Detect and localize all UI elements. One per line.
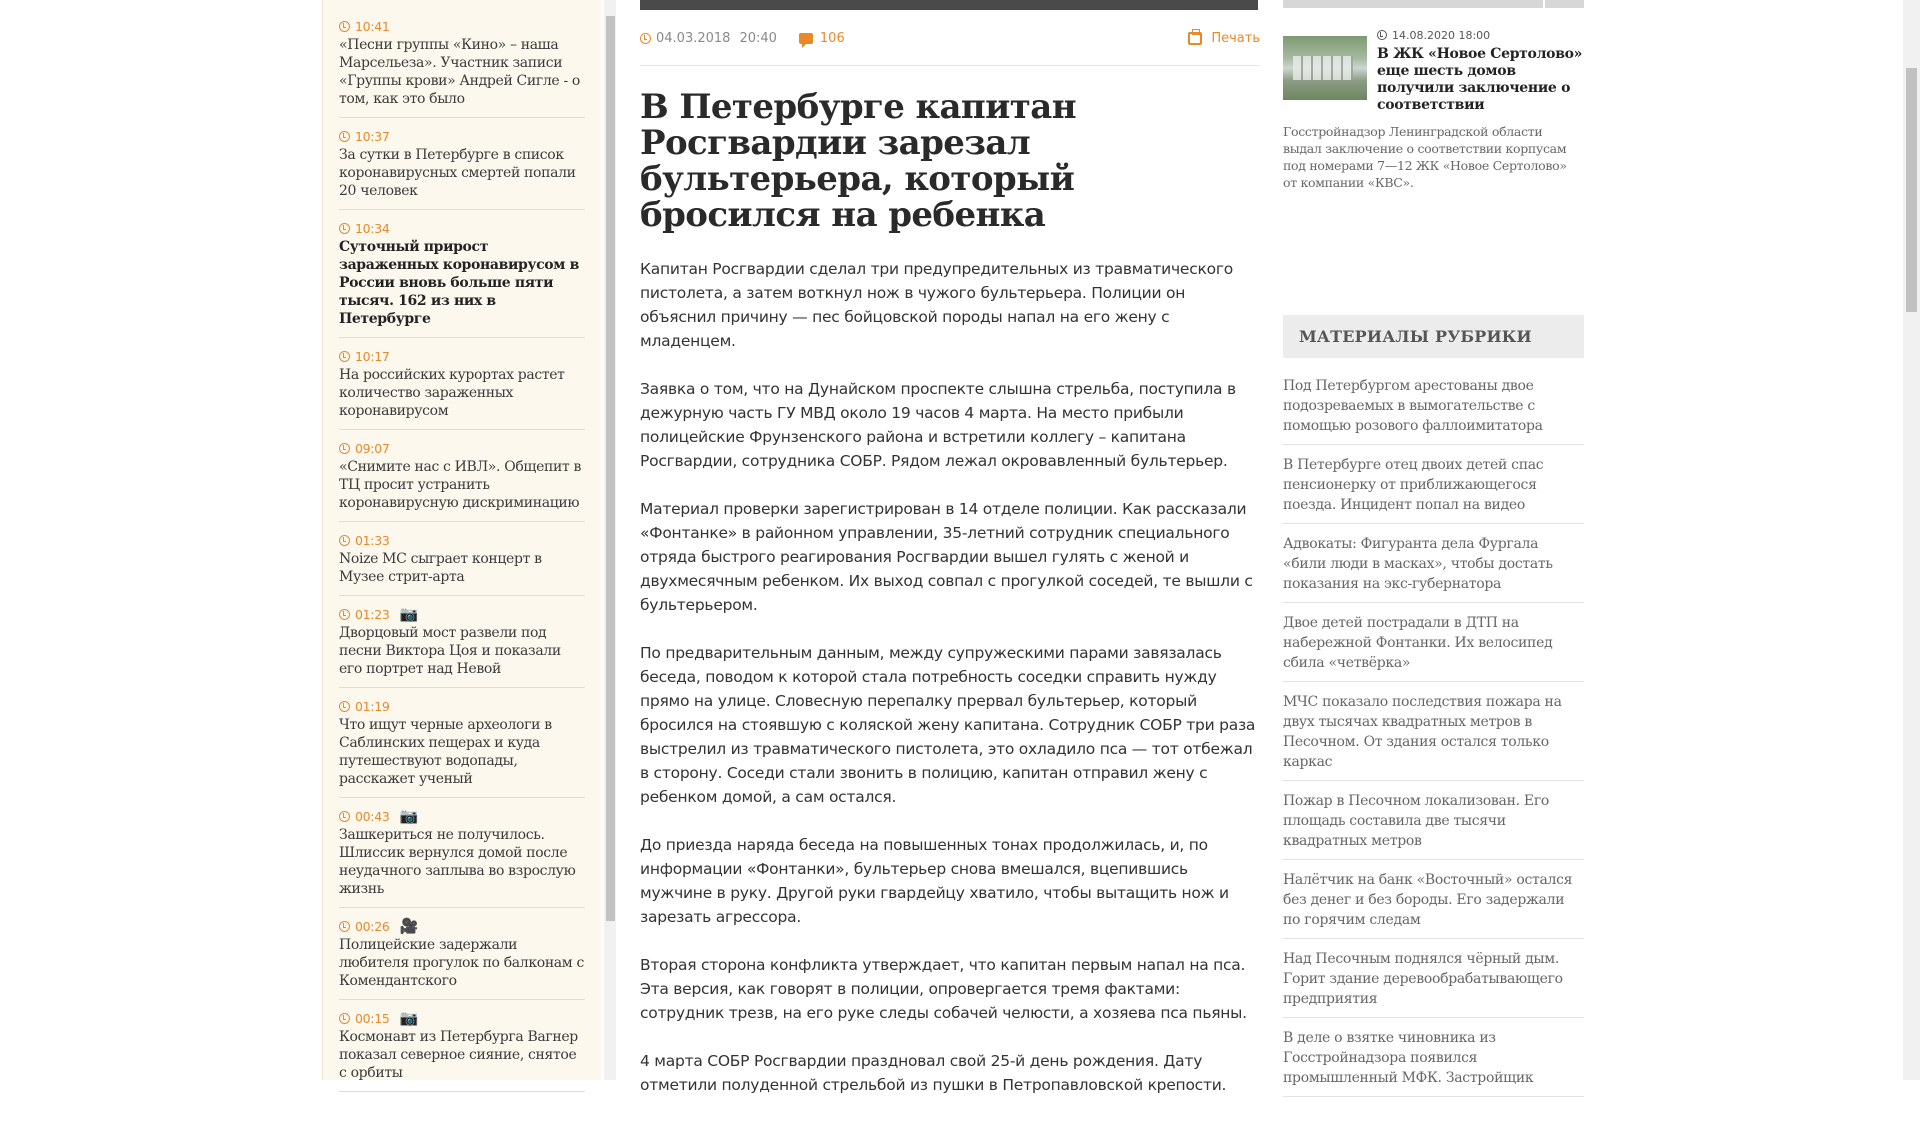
article-paragraph: Материал проверки зарегистрирован в 14 отделе полиции. Как рассказали «Фонтанке» в районном управлении, 35-летний сотрудник специального отряда быстрого реагирования Росгвардии вышел гулять с женой и двухмесячным ребенком. Их выход совпал с прогулкой соседей, те вышли с бультерьером. — [640, 500, 1253, 614]
feed-item-title-link[interactable]: На российских курортах растет количество зараженных коронавирусом — [339, 367, 565, 419]
news-feed-list — [323, 0, 601, 1092]
feed-item-title-link[interactable]: Зашкериться не получилось. Шлиссик вернулся домой после неудачного заплыва во взрослую жизнь — [339, 827, 576, 897]
article-date: 04.03.2018 — [656, 30, 731, 46]
feed-item-meta — [339, 530, 585, 550]
camera-icon: 📷 — [399, 806, 418, 825]
feed-item[interactable] — [339, 436, 585, 522]
clock-icon — [339, 21, 350, 32]
camera-icon: 📷 — [399, 604, 418, 623]
right-sidebar — [1283, 0, 1584, 1103]
promo-time-label: 14.08.2020 18:00 — [1392, 28, 1491, 42]
promo-card[interactable] — [1283, 27, 1584, 114]
feed-item-time: 10:41 — [355, 18, 390, 34]
right-top-tab[interactable] — [1545, 0, 1584, 8]
clock-icon — [339, 131, 350, 142]
feed-item-time: 10:37 — [355, 128, 390, 144]
feed-item-meta — [339, 218, 585, 238]
right-top-tab[interactable] — [1283, 0, 1543, 8]
right-top-tabs — [1283, 0, 1584, 8]
feed-item-title-link[interactable]: Полицейские задержали любителя прогулок по балконам с Комендантского — [339, 937, 584, 989]
feed-item-time: 00:15 — [355, 1010, 390, 1026]
feed-item[interactable] — [339, 1006, 585, 1092]
feed-item-meta — [339, 696, 585, 716]
article-time: 20:40 — [739, 30, 777, 46]
feed-item-time: 09:07 — [355, 440, 390, 456]
article — [640, 0, 1260, 1121]
feed-item-time: 01:33 — [355, 532, 390, 548]
feed-item[interactable] — [339, 14, 585, 118]
news-feed — [322, 0, 601, 1080]
clock-icon — [339, 921, 350, 932]
feed-item[interactable] — [339, 344, 585, 430]
feed-item[interactable] — [339, 216, 585, 338]
feed-item-time: 00:43 — [355, 808, 390, 824]
article-body — [640, 257, 1260, 1097]
feed-item-title-link[interactable]: Дворцовый мост развели под песни Виктора Цоя и показали его портрет над Невой — [339, 625, 561, 677]
article-paragraph: До приезда наряда беседа на повышенных тонах продолжилась, и, по информации «Фонтанки», бультерьер снова вмешался, вцепившись мужчине в руку. Другой руки гвардейцу хватило, чтобы вытащить нож и зарезать агрессора. — [640, 836, 1229, 926]
promo-text — [1377, 27, 1584, 114]
article-headline: В Петербурге капитан Росгвардии зарезал бультерьера, который бросился на ребенка — [640, 87, 1076, 235]
clock-icon — [339, 351, 350, 362]
feed-item-meta — [339, 438, 585, 458]
feed-item-meta — [339, 126, 585, 146]
feed-item[interactable] — [339, 804, 585, 908]
feed-item[interactable] — [339, 528, 585, 596]
article-paragraph: 4 марта СОБР Росгвардии праздновал свой 25-й день рождения. Дату отметили полуденной стрельбой из пушки в Петропавловской крепости. — [640, 1052, 1227, 1094]
feed-item[interactable] — [339, 914, 585, 1000]
rubric-header: МАТЕРИАЛЫ РУБРИКИ — [1283, 315, 1584, 358]
rubric-item-link[interactable]: Налётчик на банк «Восточный» остался без денег и без бороды. Его задержали по горячим следам — [1283, 866, 1584, 939]
feed-item-meta — [339, 1008, 585, 1028]
feed-scrollbar-thumb[interactable] — [606, 16, 615, 921]
feed-item-title-link[interactable]: Noize MC сыграет концерт в Музее стрит-арта — [339, 551, 542, 585]
feed-item-meta — [339, 16, 585, 36]
rubric-item-link[interactable]: В деле о взятке чиновника из Госстройнадзора появился промышленный МФК. Застройщик — [1283, 1024, 1584, 1097]
clock-icon — [640, 33, 651, 44]
rubric-list — [1283, 372, 1584, 1097]
feed-item-meta — [339, 806, 585, 826]
clock-icon — [339, 535, 350, 546]
comment-count[interactable]: 106 — [819, 30, 845, 46]
article-paragraph: Капитан Росгвардии сделал три предупредительных из травматического пистолета, а затем воткнул нож в чужого бультерьера. Полиции он объяснил причину — пес бойцовской породы напал на его жену с младенцем. — [640, 260, 1233, 350]
feed-item-meta — [339, 916, 585, 936]
feed-item[interactable] — [339, 602, 585, 688]
feed-item[interactable] — [339, 694, 585, 798]
rubric-item-link[interactable]: В Петербурге отец двоих детей спас пенсионерку от приближающегося поезда. Инцидент попал на видео — [1283, 451, 1584, 524]
rubric-item-link[interactable]: Двое детей пострадали в ДТП на набережной Фонтанки. Их велосипед сбила «четвёрка» — [1283, 609, 1584, 682]
article-paragraph: Вторая сторона конфликта утверждает, что капитан первым напал на пса. Эта версия, как говорят в полиции, опровергается тремя фактами: сотрудник трезв, на его руке следы собачей челюсти, а хозяева пса пьяны. — [640, 956, 1247, 1022]
feed-item-title-link[interactable]: Космонавт из Петербурга Вагнер показал северное сияние, снятое с орбиты — [339, 1029, 578, 1081]
rubric-item-link[interactable]: Пожар в Песочном локализован. Его площадь составила две тысячи квадратных метров — [1283, 787, 1584, 860]
clock-icon — [339, 811, 350, 822]
feed-item-time: 01:19 — [355, 698, 390, 714]
article-paragraph: По предварительным данным, между супружескими парами завязалась беседа, поводом к которой стала потребность соседки справить нужду прямо на улице. Словесную перепалку прервал бультерьер, который бросился на стоявшую с коляской жену капитана. Сотрудник СОБР три раза выстрелил из травматического пистолета, это охладило пса — тот отбежал в сторону. Соседи стали звонить в полицию, капитан отправил жену с ребенком домой, а сам остался. — [640, 644, 1256, 806]
clock-icon — [339, 1013, 350, 1024]
clock-icon — [339, 609, 350, 620]
feed-item-title-link[interactable]: Суточный прирост зараженных коронавирусом в России вновь больше пяти тысяч. 162 из них в Петербурге — [339, 239, 579, 327]
clock-icon — [1377, 30, 1387, 40]
print-label: Печать — [1211, 30, 1260, 46]
feed-item-title-link[interactable]: За сутки в Петербурге в список коронавирусных смертей попали 20 человек — [339, 147, 576, 199]
feed-item-title-link[interactable]: Что ищут черные археологи в Саблинских пещерах и куда путешествуют водопады, расскажет ученый — [339, 717, 552, 787]
promo-time — [1377, 27, 1584, 43]
feed-item-time: 10:17 — [355, 348, 390, 364]
feed-item-meta — [339, 346, 585, 366]
feed-item-title-link[interactable]: «Снимите нас с ИВЛ». Общепит в ТЦ просит устранить коронавирусную дискриминацию — [339, 459, 581, 511]
feed-item-title-link[interactable]: «Песни группы «Кино» – наша Марсельеза». Участник записи «Группы крови» Андрей Сигле - о том, как это было — [339, 37, 581, 107]
comment-icon[interactable] — [799, 33, 813, 44]
feed-item[interactable] — [339, 124, 585, 210]
feed-item-time: 01:23 — [355, 606, 390, 622]
rubric-item-link[interactable]: Адвокаты: Фигуранта дела Фургала «били люди в масках», чтобы достать показания на экс-губернатора — [1283, 530, 1584, 603]
article-meta — [640, 11, 1260, 66]
clock-icon — [339, 701, 350, 712]
camera-icon: 📷 — [399, 1008, 418, 1027]
promo-thumbnail-image[interactable] — [1283, 36, 1367, 100]
feed-item-time: 10:34 — [355, 220, 390, 236]
promo-title-link[interactable]: В ЖК «Новое Сертолово» еще шесть домов получили заключение о соответствии — [1377, 46, 1583, 113]
printer-icon — [1188, 32, 1202, 45]
video-camera-icon: 🎥 — [399, 916, 418, 935]
promo-lead: Госстройнадзор Ленинградской области выдал заключение о соответствии корпусам под номерами 7—12 ЖК «Новое Сертолово» от компании «КВС». — [1283, 124, 1567, 190]
rubric-item-link[interactable]: Над Песочным поднялся чёрный дым. Горит здание деревообрабатывающего предприятия — [1283, 945, 1584, 1018]
article-paragraph: Заявка о том, что на Дунайском проспекте слышна стрельба, поступила в дежурную часть ГУ МВД около 19 часов 4 марта. На место прибыли полицейские Фрунзенского района и встретили коллегу – капитана Росгвардии, сотрудника СОБР. Рядом лежал окровавленный бультерьер. — [640, 380, 1236, 470]
clock-icon — [339, 223, 350, 234]
feed-item-time: 00:26 — [355, 918, 390, 934]
feed-item-meta — [339, 604, 585, 624]
rubric-item-link[interactable]: Под Петербургом арестованы двое подозреваемых в вымогательстве с помощью розового фаллоимитатора — [1283, 372, 1584, 445]
page-scrollbar-thumb[interactable] — [1906, 68, 1917, 312]
clock-icon — [339, 443, 350, 454]
rubric-item-link[interactable]: МЧС показало последствия пожара на двух тысячах квадратных метров в Песочном. От здания остался только каркас — [1283, 688, 1584, 781]
article-image-bottom-edge — [640, 0, 1258, 10]
print-button[interactable] — [1188, 31, 1260, 46]
